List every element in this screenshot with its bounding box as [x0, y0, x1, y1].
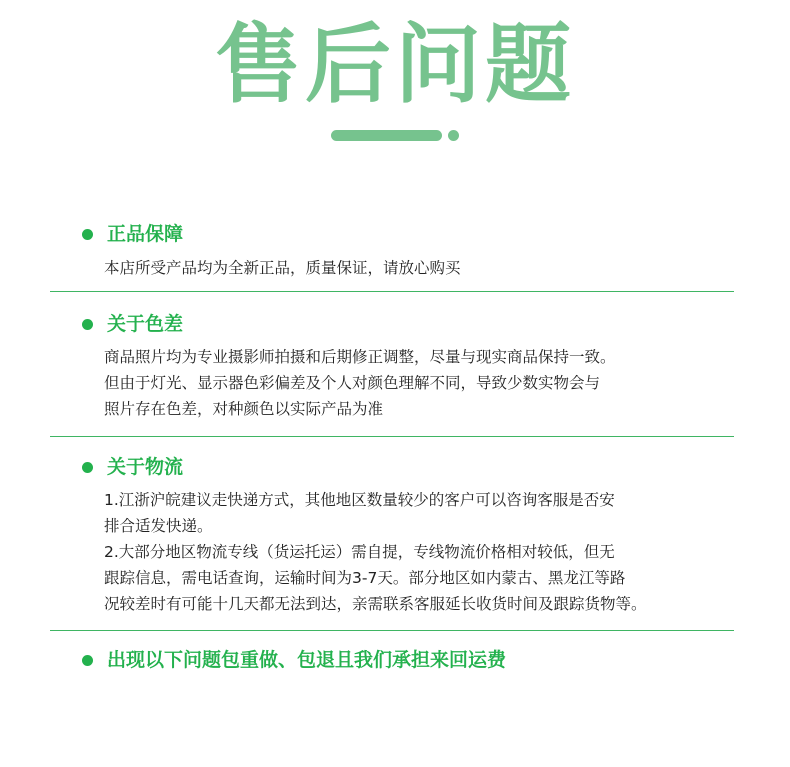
title-underline-bar: [331, 130, 442, 141]
section-text-line: 照片存在色差，对种颜色以实际产品为准: [104, 400, 384, 418]
title-underline-dot: [448, 130, 459, 141]
section-text-line: 跟踪信息，需电话查询，运输时间为3-7天。部分地区如内蒙古、黑龙江等路: [104, 569, 626, 587]
section-title-authentic: 正品保障: [107, 223, 184, 245]
bullet-icon: [82, 655, 93, 666]
section-title-color-difference: 关于色差: [107, 313, 184, 335]
section-text-line: 商品照片均为专业摄影师拍摄和后期修正调整，尽量与现实商品保持一致。: [104, 348, 616, 366]
section-title-guarantee: 出现以下问题包重做、包退且我们承担来回运费: [107, 649, 507, 671]
section-text-line: 排合适发快递。: [104, 517, 213, 535]
section-text-line: 况较差时有可能十几天都无法到达，亲需联系客服延长收货时间及跟踪货物等。: [104, 595, 647, 613]
section-divider: [50, 436, 734, 437]
section-text-line: 2.大部分地区物流专线（货运托运）需自提，专线物流价格相对较低，但无: [104, 543, 615, 561]
section-title-logistics: 关于物流: [107, 456, 184, 478]
bullet-icon: [82, 462, 93, 473]
section-text-line: 1.江浙沪皖建议走快递方式，其他地区数量较少的客户可以咨询客服是否安: [104, 491, 615, 509]
section-text-line: 本店所受产品均为全新正品，质量保证，请放心购买: [104, 259, 461, 277]
bullet-icon: [82, 229, 93, 240]
section-divider: [50, 291, 734, 292]
section-divider: [50, 630, 734, 631]
page-title: 售后问题: [215, 15, 575, 115]
bullet-icon: [82, 319, 93, 330]
section-text-line: 但由于灯光、显示器色彩偏差及个人对颜色理解不同，导致少数实物会与: [104, 374, 601, 392]
